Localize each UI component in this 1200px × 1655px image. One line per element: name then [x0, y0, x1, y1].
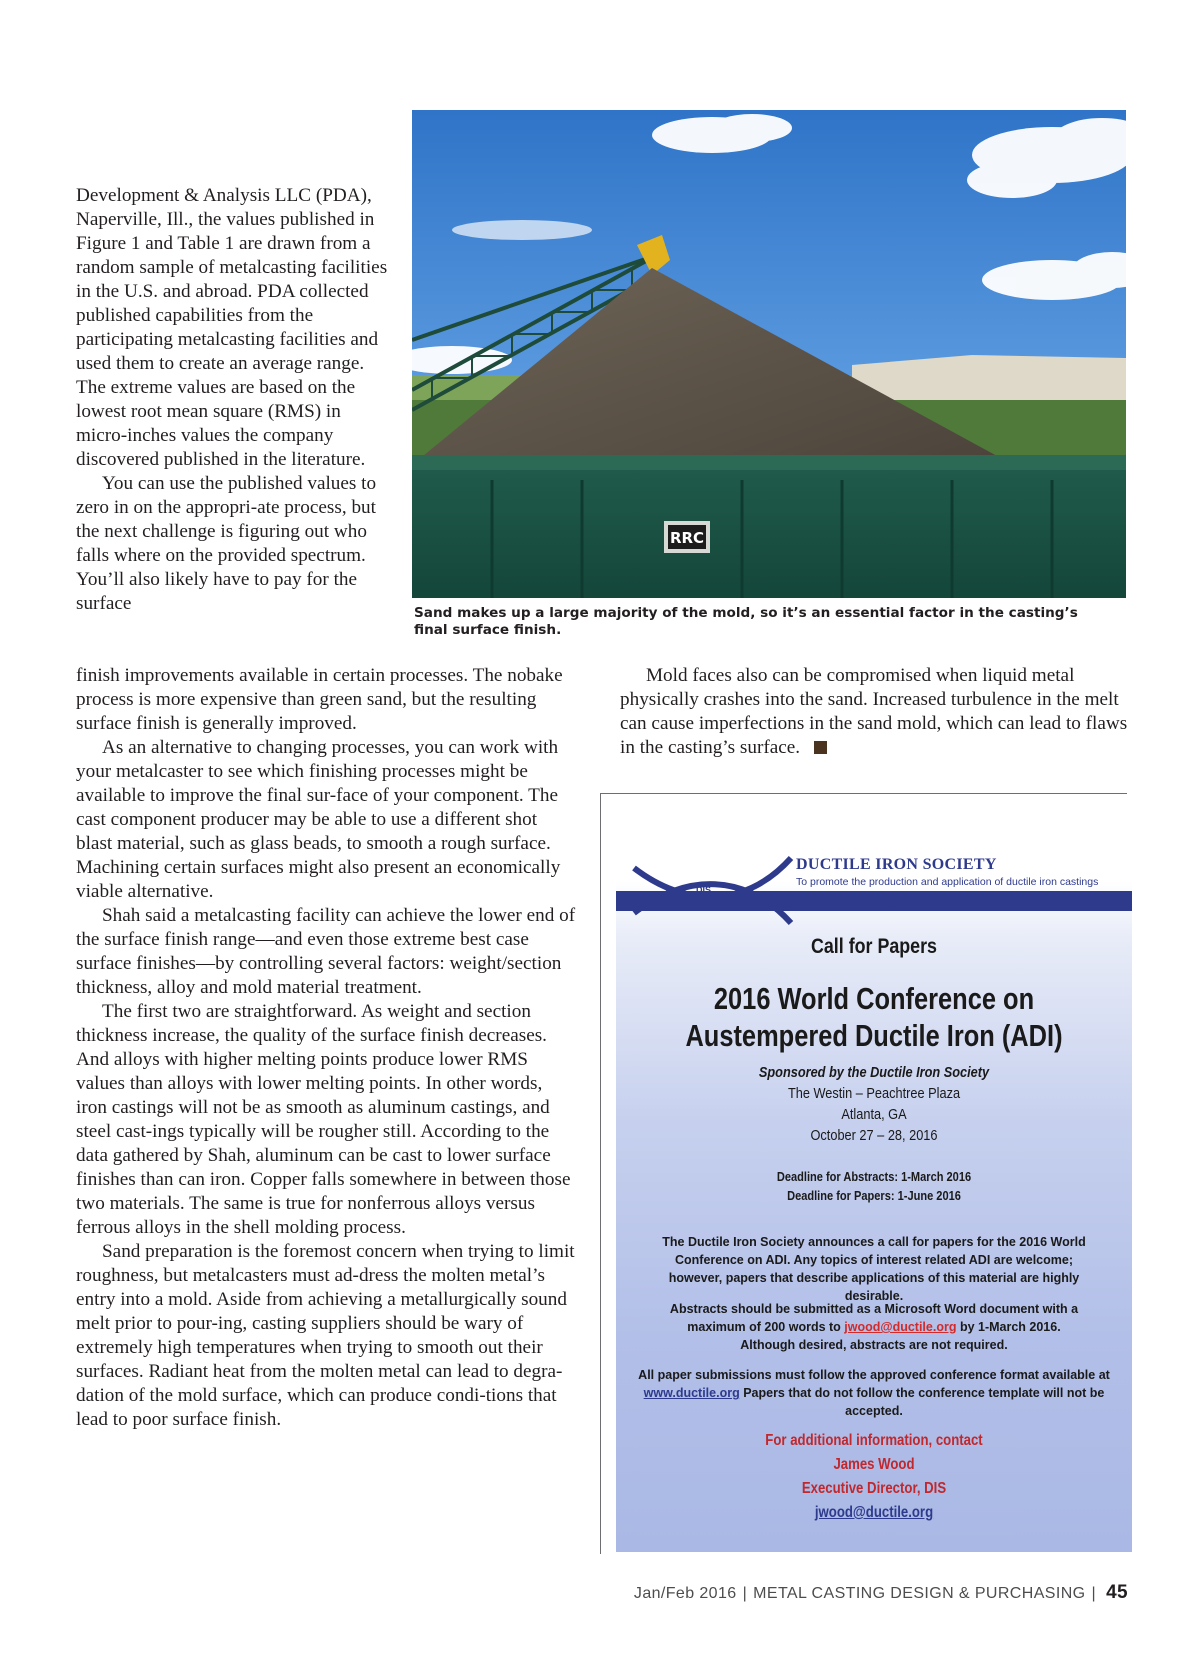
conference-dates: October 27 – 28, 2016	[810, 1128, 938, 1144]
article-column-left-bottom	[76, 664, 576, 1432]
venue: The Westin – Peachtree Plaza	[787, 1086, 961, 1102]
paragraph: finish improvements available in certain processes. The nobake process is more expensive than green sand, but the resulting surface finish is generally improved.	[76, 665, 563, 734]
announcement-paragraph: The Ductile Iron Society announces a call for papers for the 2016 World Conference on ADI. Any topics of interest related ADI are welcome; however, papers that describe applications of this material are highly desirable.	[662, 1235, 1086, 1303]
submission-text: All paper submissions must follow the approved conference format available at	[638, 1368, 1110, 1382]
article-column-left-top	[76, 184, 396, 616]
container-label: RRC	[669, 529, 705, 547]
conference-title-line2: Austempered Ductile Iron (ADI)	[685, 1018, 1063, 1053]
ad-header-bar	[616, 891, 1132, 911]
submission-text-end: Papers that do not follow the conference template will not be accepted.	[739, 1386, 1105, 1418]
conference-title-line1: 2016 World Conference on	[713, 981, 1035, 1016]
contact-name: James Wood	[833, 1456, 915, 1473]
paragraph: As an alternative to changing processes, you can work with your metalcaster to see which finishing processes might be available to improve the final sur-face of your component. The cast component producer may be able to use a different shot blast material, such as glass beads, to smooth a rough surface. Machining certain surfaces might also present an economically viable alternative.	[76, 737, 561, 902]
page-number: 45	[1106, 1582, 1128, 1603]
contact-email-link[interactable]: jwood@ductile.org	[814, 1504, 934, 1521]
call-for-papers-heading: Call for Papers	[810, 935, 937, 958]
footer-separator: |	[1091, 1585, 1097, 1602]
city: Atlanta, GA	[841, 1107, 907, 1123]
page-footer	[634, 1582, 1128, 1604]
paragraph: You can use the published values to zero in on the appropri-ate process, but the next challenge is figuring out who falls where on the provided spectrum. You’ll also likely have to pay for the surface	[76, 473, 377, 614]
abstract-paragraph	[656, 1300, 1092, 1354]
footer-magazine: METAL CASTING DESIGN & PURCHASING	[753, 1585, 1086, 1602]
end-of-article-mark-icon	[814, 741, 827, 754]
paragraph: Shah said a metalcasting facility can achieve the lower end of the surface finish range—and even those extreme best case surface finishes—by controlling several factors: weight/section thickness, alloy and mold material treatment.	[76, 905, 576, 998]
abstract-text-end: by 1-March 2016.	[956, 1320, 1061, 1334]
society-tagline: To promote the production and application of ductile iron castings	[796, 876, 1099, 888]
sand-pile-photo	[412, 110, 1126, 598]
contact-role: Executive Director, DIS	[801, 1480, 947, 1497]
abstract-text: Abstracts should be submitted as a Microsoft Word document with a maximum of 200 words to	[669, 1302, 1079, 1334]
paragraph: The first two are straightforward. As weight and section thickness increase, the quality of the surface finish decreases. And alloys with higher melting points produce lower RMS values than alloys with lower melting points. In other words, iron castings will not be as smooth as aluminum castings, and steel cast-ings typically will be rougher still. According to the data gathered by Shah, aluminum can be cast to lower surface finishes than can iron. Copper falls somewhere in between those two materials. The same is true for nonferrous alloys versus ferrous alloys in the shell molding process.	[76, 1001, 571, 1238]
abstract-note: Although desired, abstracts are not required.	[740, 1338, 1008, 1352]
deadline-abstracts: Deadline for Abstracts: 1-March 2016	[776, 1169, 972, 1184]
contact-heading: For additional information, contact	[765, 1432, 983, 1449]
photo-caption: Sand makes up a large majority of the mold, so it’s an essential factor in the casting’s final surface finish.	[414, 605, 1078, 638]
submission-email-link[interactable]: jwood@ductile.org	[844, 1320, 957, 1334]
logo-text: DIS	[696, 885, 712, 895]
paragraph: Development & Analysis LLC (PDA), Naperville, Ill., the values published in Figure 1 and Table 1 are drawn from a random sample of metalcasting facilities in the U.S. and abroad. PDA collected published capabilities from the participating metalcasting facilities and used them to create an average range. The extreme values are based on the lowest root mean square (RMS) in micro-inches values the company discovered published in the literature.	[76, 185, 388, 470]
deadline-papers: Deadline for Papers: 1-June 2016	[787, 1188, 961, 1203]
paragraph	[620, 664, 1140, 760]
ductile-iron-society-ad	[616, 838, 1132, 1552]
footer-issue: Jan/Feb 2016	[633, 1585, 737, 1602]
paragraph: Sand preparation is the foremost concern when trying to limit roughness, but metalcasters must ad-dress the molten metal’s entry into a mold. Aside from achieving a metallurgically sound melt prior to pour-ing, casting suppliers should be wary of extremely high temperatures when trying to smooth out their surfaces. Radiant heat from the molten metal can lead to degra-dation of the mold surface, which can produce condi-tions that lead to poor surface finish.	[76, 1241, 575, 1430]
footer-separator: |	[742, 1585, 748, 1602]
submission-paragraph	[626, 1366, 1122, 1420]
website-link[interactable]: www.ductile.org	[643, 1386, 740, 1400]
paragraph-text: Mold faces also can be compromised when liquid metal physically crashes into the sand. Increased turbulence in the melt can cause imperfections in the sand mold, which can lead to flaws in the casting’s surface.	[620, 665, 1128, 758]
sponsor-line: Sponsored by the Ductile Iron Society	[758, 1064, 990, 1081]
society-name: DUCTILE IRON SOCIETY	[796, 856, 997, 873]
article-column-right	[620, 664, 1140, 760]
